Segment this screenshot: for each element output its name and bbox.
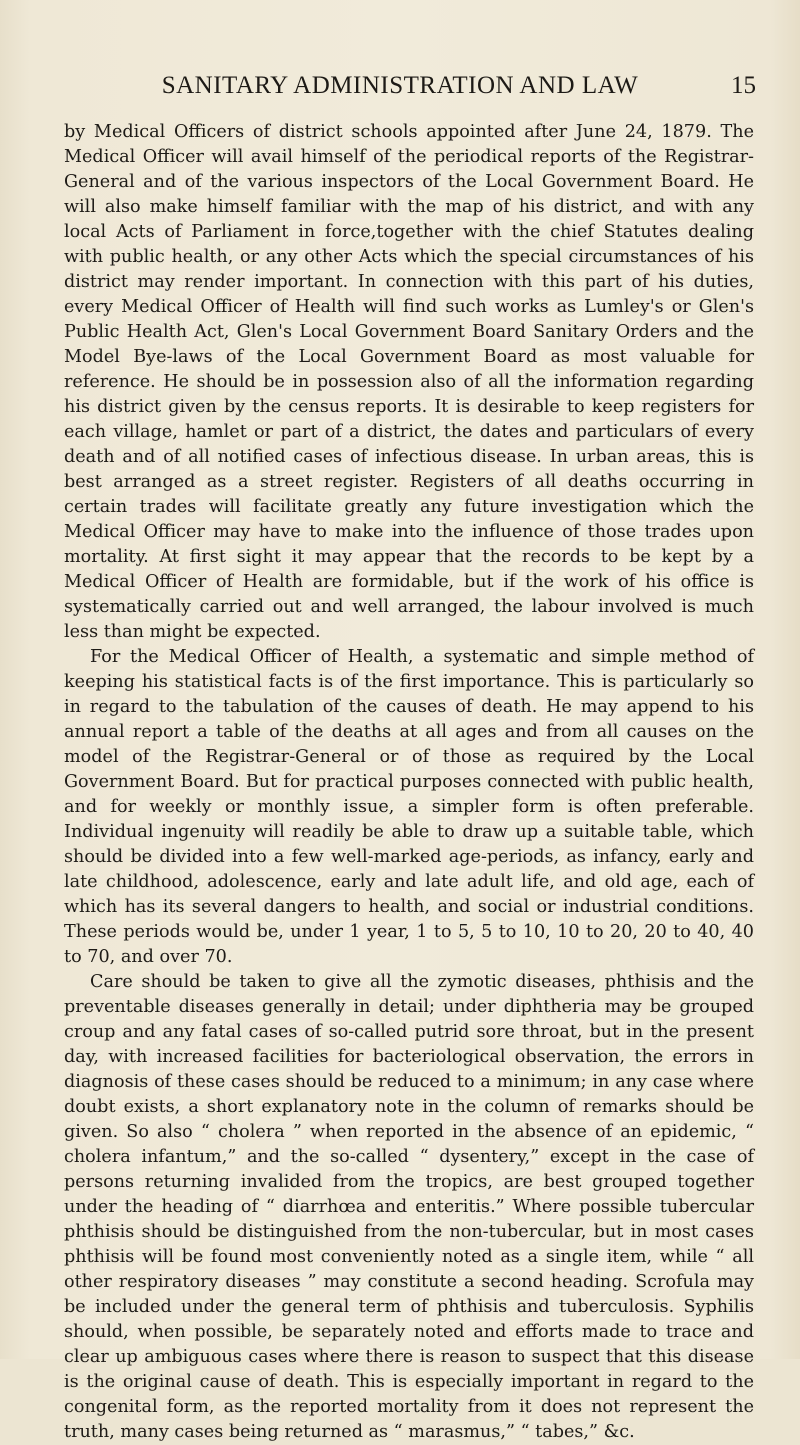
paragraph-continued: by Medical Officers of district schools appointed after June 24, 1879. The Medical Officer will avail himself of the periodical reports of the Registrar-General and of the various inspectors of the Local Government Board. He will also make himself familiar with the map of his district, and with any local Acts of Parliament in force,together with the chief Statutes dealing with public health, or any other Acts which the special circumstances of his district may render important. In connection with this part of his duties, every Medical Officer of Health will find such works as Lumley's or Glen's Public Health Act, Glen's Local Government Board Sanitary Orders and the Model Bye-laws of the Local Government Board as most valuable for reference. He should be in possession also of all the information regarding his district given by the census reports. It is desirable to keep registers for each village, hamlet or part of a district, the dates and particulars of every death and of all notified cases of infectious disease. In urban areas, this is best arranged as a street register. Registers of all deaths occurring in certain trades will facilitate greatly any future investigation which the Medical Officer may have to make into the influence of those trades upon mortality. At first sight it may appear that the records to be kept by a Medical Officer of Health are formidable, but if the work of his office is systematically carried out and well arranged, the labour involved is much less than might be expected. [64, 122, 754, 642]
page-number: 15 [731, 72, 756, 99]
paragraph-statistics: For the Medical Officer of Health, a systematic and simple method of keeping his statistical facts is of the first importance. This is particularly so in regard to the tabulation of the causes of death. He may append to his annual report a table of the deaths at all ages and from all causes on the model of the Registrar-General or of those as required by the Local Government Board. But for practical purposes connected with public health, and for weekly or monthly issue, a simpler form is often preferable. Individual ingenuity will readily be able to draw up a suitable table, which should be divided into a few well-marked age-periods, as infancy, early and late childhood, adolescence, early and late adult life, and old age, each of which has its several dangers to health, and social or industrial conditions. These periods would be, under 1 year, 1 to 5, 5 to 10, 10 to 20, 20 to 40, 40 to 70, and over 70. [64, 647, 754, 967]
paragraph-zymotic-diseases: Care should be taken to give all the zymotic diseases, phthisis and the preventable diseases generally in detail; under diphtheria may be grouped croup and any fatal cases of so-called putrid sore throat, but in the present day, with increased facilities for bacteriological observation, the errors in diagnosis of these cases should be reduced to a minimum; in any case where doubt exists, a short explanatory note in the column of remarks should be given. So also “ cholera ” when reported in the absence of an epidemic, “ cholera infantum,” and the so-called “ dysentery,” except in the case of persons returning invalided from the tropics, are best grouped together under the heading of “ diarrhœa and enteritis.” Where possible tubercular phthisis should be distinguished from the non-tubercular, but in most cases phthisis will be found most conveniently noted as a single item, while “ all other respiratory diseases ” may constitute a second heading. Scrofula may be included under the general term of phthisis and tuberculosis. Syphilis should, when possible, be separately noted and efforts made to trace and clear up ambiguous cases where there is reason to suspect that this disease is the original cause of death. This is especially important in regard to the congenital form, as the reported mortality from it does not represent the truth, many cases being returned as “ marasmus,” “ tabes,” &c. [64, 972, 754, 1442]
running-head [0, 72, 800, 112]
running-title: SANITARY ADMINISTRATION AND LAW [161, 72, 639, 99]
body-text [64, 120, 754, 1445]
